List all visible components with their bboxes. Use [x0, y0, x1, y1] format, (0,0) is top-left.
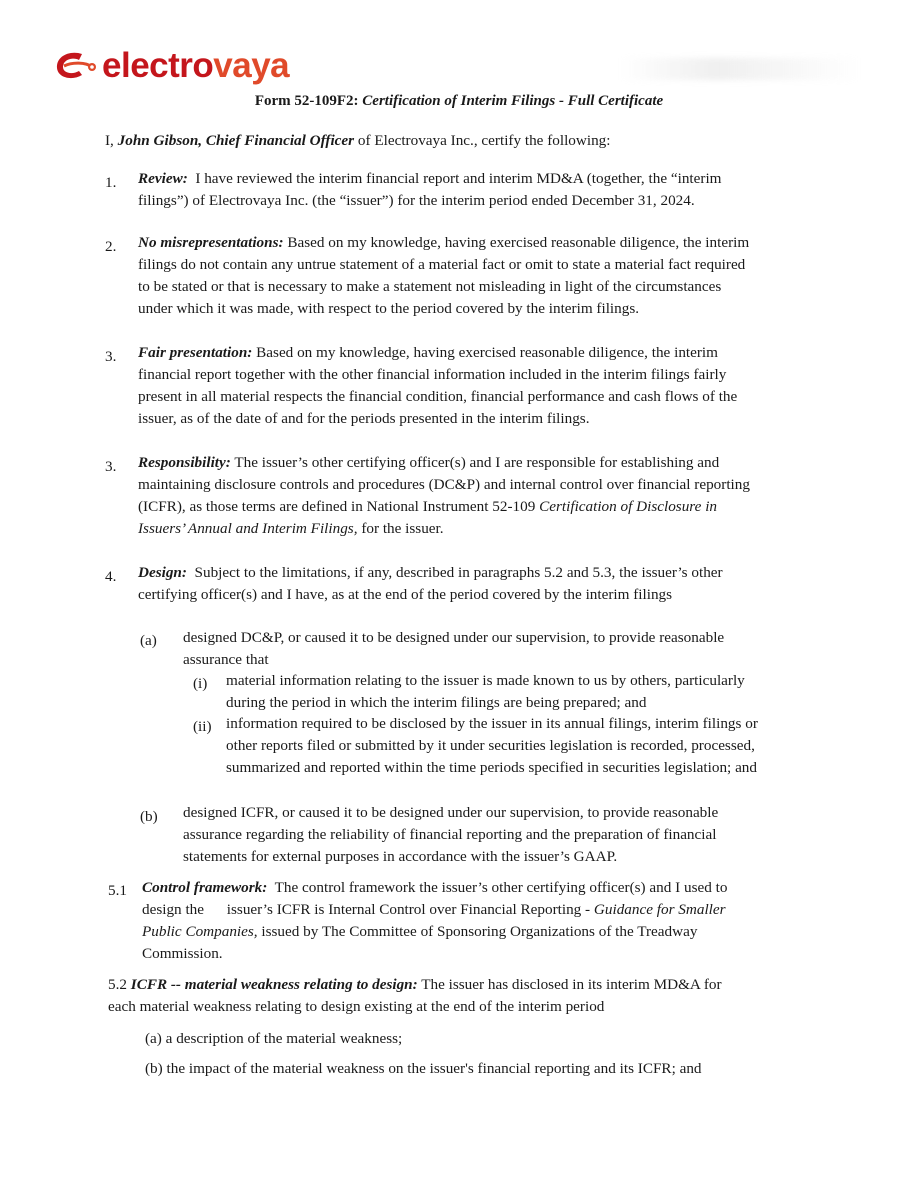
design-sub-a-i: material information relating to the issuer is made known to us by others, particularly during the period in which the interim filings are being prepared; and: [226, 672, 745, 711]
scan-artifact: [620, 58, 860, 80]
responsibility-paragraph: Responsibility: The issuer’s other certifying officer(s) and I are responsible for establishing and maintaining disclosure controls and procedures (DC&P) and internal control over financial reporting (ICFR), as those terms are defined in National Instrument 52-109 Certification of Disclosure in Issuers’ Annual and Interim Filings, for the issuer.: [138, 454, 750, 537]
no-misrepresentations-paragraph: No misrepresentations: Based on my knowledge, having exercised reasonable diligence, the interim filings do not contain any untrue statement of a material fact or omit to state a material fact required to be stated or that is necessary to make a statement not misleading in light of the circumstances under which it was made, with respect to the period covered by the interim filings.: [138, 234, 750, 317]
design-sub-b: designed ICFR, or caused it to be designed under our supervision, to provide reasonable assurance regarding the reliability of financial reporting and the preparation of financial statements for external purposes in accordance with the issuer’s GAAP.: [183, 804, 719, 865]
design-heading: Design:: [138, 564, 187, 581]
item-number: 3.: [105, 348, 117, 365]
responsibility-heading: Responsibility:: [138, 454, 231, 471]
item-number: 3.: [105, 458, 117, 475]
logo-wordmark: electrovaya: [102, 46, 290, 85]
sub-sub-item-marker: (i): [193, 675, 208, 692]
review-paragraph: Review: I have reviewed the interim financial report and interim MD&A (together, the “interim filings”) of Electrovaya Inc. (the “issuer”) for the interim period ended December 31, 2024.: [138, 170, 722, 209]
electrovaya-logo: [52, 44, 289, 88]
sub-sub-item-marker: (ii): [193, 718, 212, 735]
icfr-weakness-heading: ICFR -- material weakness relating to design:: [130, 976, 418, 993]
item-number: 5.1: [108, 882, 127, 899]
form-title: [0, 93, 918, 110]
design-sub-a: designed DC&P, or caused it to be designed under our supervision, to provide reasonable assurance that: [183, 629, 725, 668]
fair-presentation-paragraph: Fair presentation: Based on my knowledge, having exercised reasonable diligence, the interim financial report together with the other financial information included in the interim filings fairly present in all material respects the financial condition, financial performance and cash flows of the issuer, as of the date of and for the periods presented in the interim filings.: [138, 344, 738, 427]
form-number: Form 52-109F2:: [254, 93, 359, 109]
signer-name: John Gibson, Chief Financial Officer: [117, 132, 355, 149]
item-number: 1.: [105, 174, 117, 191]
item-number: 5.2: [108, 976, 127, 993]
design-paragraph: Design: Subject to the limitations, if any, described in paragraphs 5.2 and 5.3, the issuer’s other certifying officer(s) and I have, as at the end of the period covered by the interim filings: [138, 564, 723, 603]
logo-swoosh-icon: [52, 48, 100, 84]
review-heading: Review:: [138, 170, 188, 187]
control-framework-heading: Control framework:: [142, 879, 268, 896]
control-framework-paragraph: Control framework: The control framework the issuer’s other certifying officer(s) and I used to design the issuer’s ICFR is Internal Control over Financial Reporting - Guidance for Smaller Public Companies, issued by The Committee of Sponsoring Organizations of the Treadway Commission.: [142, 879, 728, 962]
intro-line: I, John Gibson, Chief Financial Officer of Electrovaya Inc., certify the following:: [105, 132, 611, 149]
no-misrep-heading: No misrepresentations:: [138, 234, 284, 251]
item-number: 4.: [105, 568, 117, 585]
fair-presentation-heading: Fair presentation:: [138, 344, 253, 361]
design-sub-a-ii: information required to be disclosed by the issuer in its annual filings, interim filings or other reports filed or submitted by it under securities legislation is recorded, processed, summarized and reported within the time periods specified in securities legislation; and: [226, 715, 758, 776]
sub-item-marker: (a): [140, 632, 157, 649]
icfr-weakness-paragraph: 5.2 ICFR -- material weakness relating to design: The issuer has disclosed in its interim MD&A for each material weakness relating to design existing at the end of the interim period: [108, 976, 722, 1015]
icfr-weakness-sub-b: (b) the impact of the material weakness on the issuer's financial reporting and its ICFR; and: [145, 1060, 702, 1077]
item-number: 2.: [105, 238, 117, 255]
sub-item-marker: (b): [140, 808, 158, 825]
form-name: Certification of Interim Filings - Full Certificate: [362, 93, 664, 109]
icfr-weakness-sub-a: (a) a description of the material weakness;: [145, 1030, 403, 1047]
